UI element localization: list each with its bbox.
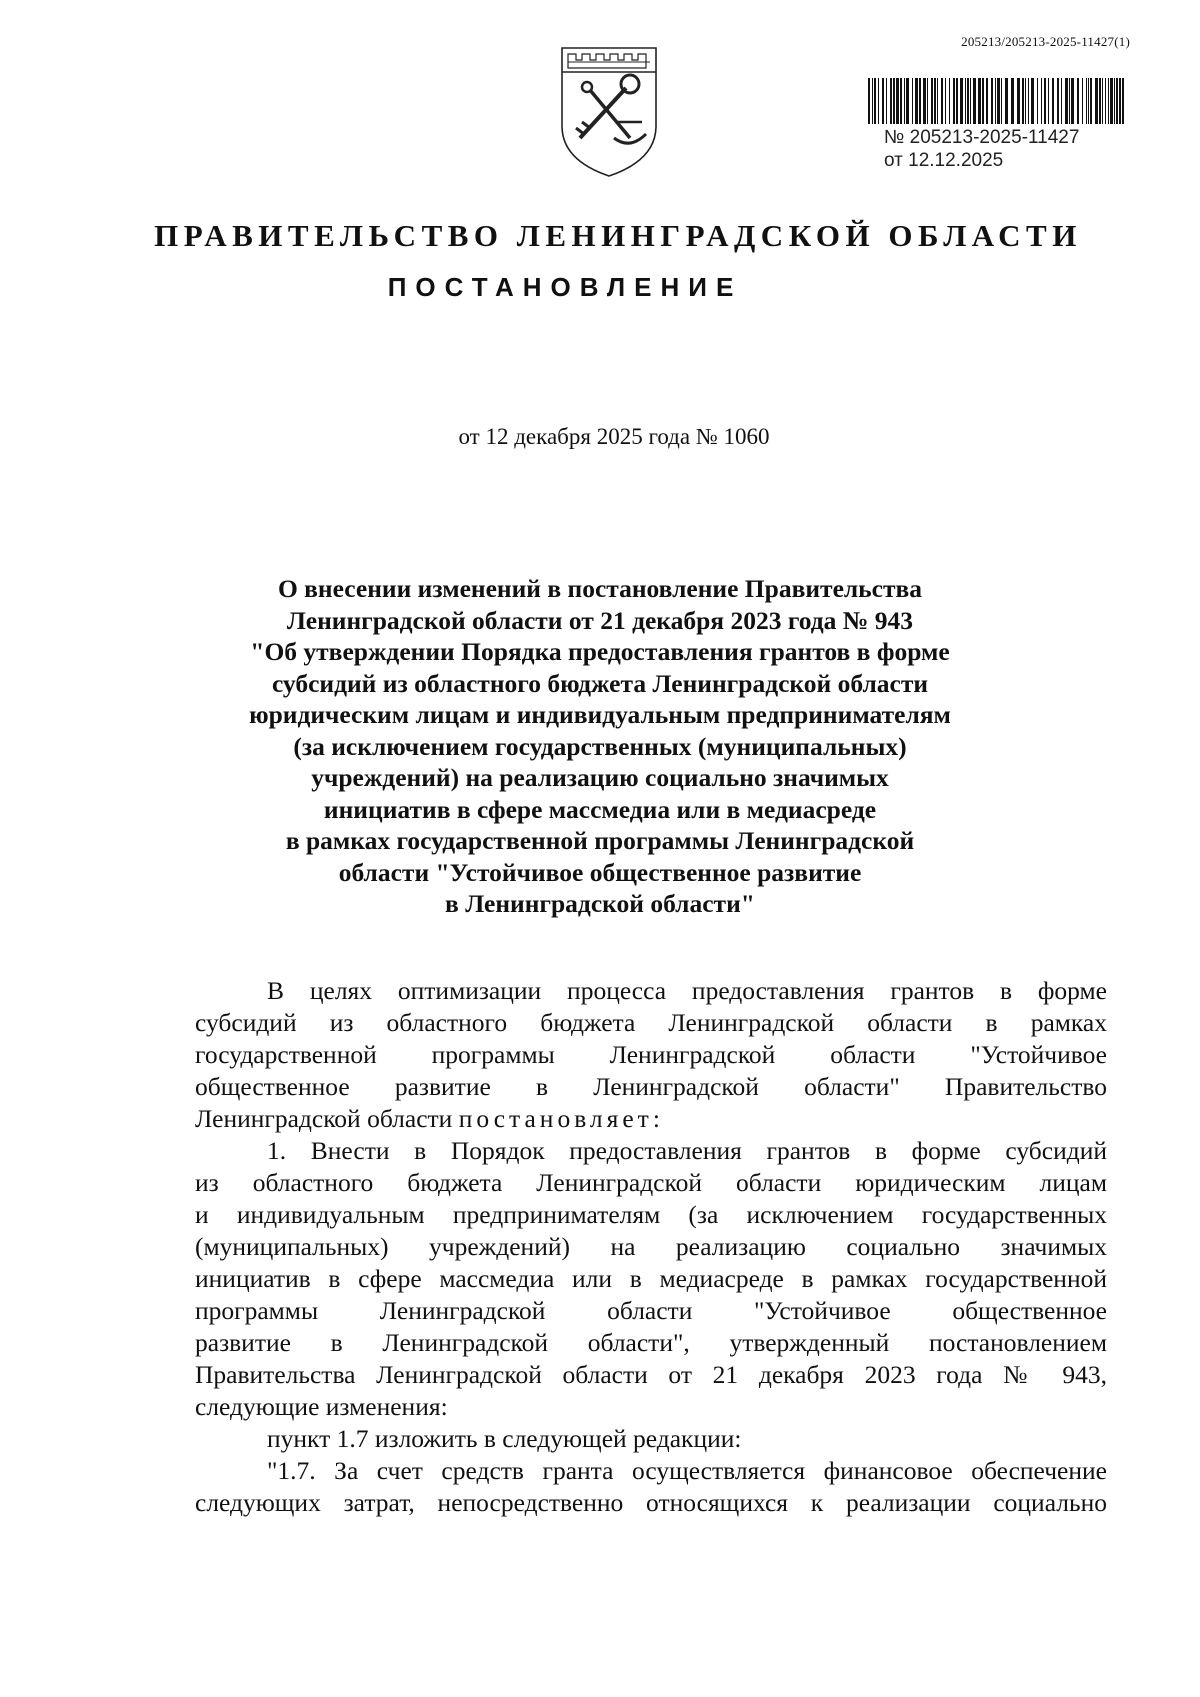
barcode-bar: [1119, 78, 1121, 124]
barcode-bar: [868, 78, 870, 124]
barcode-bar: [1017, 78, 1020, 124]
barcode-bar: [997, 78, 1000, 124]
barcode-bar: [1086, 78, 1087, 124]
barcode-bar: [1071, 78, 1074, 124]
body-line: следующих затрат, непосредственно относящихся к реализации социально: [195, 1488, 1107, 1517]
barcode-bar: [1065, 78, 1068, 124]
barcode-bar: [1025, 78, 1026, 124]
subject-line: "Об утверждении Порядка предоставления грантов в форме: [250, 637, 950, 666]
body-line: программы Ленинградской области "Устойчивое общественное: [195, 1296, 1107, 1325]
barcode-bar: [1048, 78, 1049, 124]
barcode-bar: [931, 78, 933, 124]
subject-line: в Ленинградской области": [445, 889, 755, 918]
body-line: В целях оптимизации процесса предоставления грантов в форме: [267, 976, 1107, 1005]
subject-line: (за исключением государственных (муниципальных): [293, 731, 907, 761]
body-line: "1.7. За счет средств гранта осуществляется финансовое обеспечение: [267, 1456, 1107, 1485]
body-line: Правительства Ленинградской области от 21 декабря 2023 года № 943,: [195, 1360, 1107, 1389]
barcode-bar: [967, 78, 969, 124]
body-line: (муниципальных) учреждений) на реализацию социально значимых: [195, 1232, 1107, 1261]
document-date-number: от 12 декабря 2025 года № 1060: [458, 424, 770, 449]
body-line: развитие в Ленинградской области", утвержденный постановлением: [195, 1328, 1107, 1357]
body-line: следующие изменения:: [195, 1392, 448, 1421]
barcode-bar: [878, 78, 879, 124]
barcode-bar: [995, 78, 996, 124]
decree-verb: постановляет:: [458, 1104, 664, 1133]
registration-number: № 205213-2025-11427: [884, 127, 1080, 148]
subject-line: учреждений) на реализацию социально значимых: [311, 763, 889, 792]
government-title: ПРАВИТЕЛЬСТВО ЛЕНИНГРАДСКОЙ ОБЛАСТИ: [154, 218, 1082, 253]
document-subject: [240, 573, 960, 920]
barcode-bar: [1001, 78, 1002, 124]
barcode-bar: [896, 78, 899, 124]
body-line: пункт 1.7 изложить в следующей редакции:: [267, 1424, 742, 1453]
barcode-bar: [991, 78, 993, 124]
body-line: инициатив в сфере массмедиа или в медиасреде в рамках государственной: [195, 1264, 1107, 1293]
barcode-bar: [1108, 78, 1109, 124]
barcode-bar: [904, 78, 905, 124]
barcode-bar: [1102, 78, 1103, 124]
subject-line: инициатив в сфере массмедиа или в медиасреде: [323, 794, 877, 824]
barcode-bar: [1122, 78, 1124, 124]
barcode-bar: [1011, 78, 1014, 124]
barcode-bar: [934, 78, 936, 124]
barcode-bar: [1090, 78, 1092, 124]
registration-stamp: [884, 126, 1079, 172]
barcode-bar: [1082, 78, 1083, 124]
body-line: и индивидуальным предпринимателям (за исключением государственных: [195, 1200, 1107, 1229]
body-line: государственной программы Ленинградской области "Устойчивое: [195, 1040, 1107, 1069]
barcode-icon: [868, 78, 1130, 124]
barcode-bar: [1031, 78, 1034, 124]
barcode-bar: [927, 78, 928, 124]
body-line: общественное развитие в Ленинградской области" Правительство: [195, 1072, 1107, 1101]
barcode-bar: [900, 78, 902, 124]
barcode-bar: [886, 78, 887, 124]
barcode-bar: [912, 78, 913, 124]
barcode-bar: [982, 78, 984, 124]
subject-line: субсидий из областного бюджета Ленинградской области: [271, 668, 929, 698]
barcode-bar: [1052, 78, 1054, 124]
barcode-bar: [1114, 78, 1115, 124]
barcode-bar: [893, 78, 895, 124]
barcode-bar: [960, 78, 963, 124]
barcode-bar: [986, 78, 988, 124]
barcode-bar: [965, 78, 966, 124]
body-text: Ленинградской области: [195, 1104, 459, 1133]
barcode-bar: [1110, 78, 1113, 124]
barcode-bar: [941, 78, 943, 124]
barcode-bar: [915, 78, 918, 124]
barcode-bar: [1099, 78, 1101, 124]
barcode-bar: [978, 78, 981, 124]
barcode-bar: [1116, 78, 1118, 124]
barcode-bar: [1105, 78, 1106, 124]
barcode-bar: [1057, 78, 1059, 124]
document-type: ПОСТАНОВЛЕНИЕ: [387, 272, 743, 302]
barcode-bar: [973, 78, 976, 124]
barcode-bar: [1061, 78, 1062, 124]
barcode-bar: [872, 78, 873, 124]
registration-code: 205213/205213-2025-11427(1): [961, 34, 1130, 49]
body-line: [195, 1103, 1107, 1135]
barcode-bar: [1044, 78, 1046, 124]
body-line: 1. Внести в Порядок предоставления грантов в форме субсидий: [267, 1136, 1107, 1165]
leningrad-oblast-coat-of-arms-icon: [554, 42, 664, 180]
barcode-bar: [923, 78, 926, 124]
subject-line: О внесении изменений в постановление Правительства: [277, 574, 923, 603]
barcode-bar: [953, 78, 955, 124]
barcode-bar: [874, 78, 876, 124]
barcode-bar: [949, 78, 950, 124]
barcode-bar: [956, 78, 958, 124]
barcode-bar: [906, 78, 909, 124]
body-line: субсидий из областного бюджета Ленинградской области в рамках: [195, 1008, 1107, 1037]
barcode-bar: [1041, 78, 1042, 124]
barcode-bar: [1022, 78, 1024, 124]
barcode-bar: [1005, 78, 1008, 124]
barcode-bar: [1028, 78, 1029, 124]
subject-line: Ленинградской области от 21 декабря 2023 года № 943: [286, 605, 914, 635]
barcode-bar: [945, 78, 946, 124]
subject-line: юридическим лицам и индивидуальным предпринимателям: [249, 700, 951, 729]
barcode-bar: [919, 78, 921, 124]
barcode-bar: [1095, 78, 1098, 124]
barcode-bar: [1077, 78, 1079, 124]
subject-line: области "Устойчивое общественное развитие: [338, 857, 862, 887]
barcode-bar: [882, 78, 884, 124]
barcode-bar: [1037, 78, 1038, 124]
barcode-bar: [970, 78, 971, 124]
barcode-bar: [937, 78, 938, 124]
barcode-bar: [1069, 78, 1070, 124]
document-body: [195, 975, 1107, 1519]
subject-line: в рамках государственной программы Ленинградской: [285, 826, 915, 855]
barcode-bar: [1088, 78, 1089, 124]
registration-date: от 12.12.2025: [884, 150, 1004, 171]
body-line: из областного бюджета Ленинградской области юридическим лицам: [195, 1168, 1107, 1197]
barcode-bar: [890, 78, 892, 124]
